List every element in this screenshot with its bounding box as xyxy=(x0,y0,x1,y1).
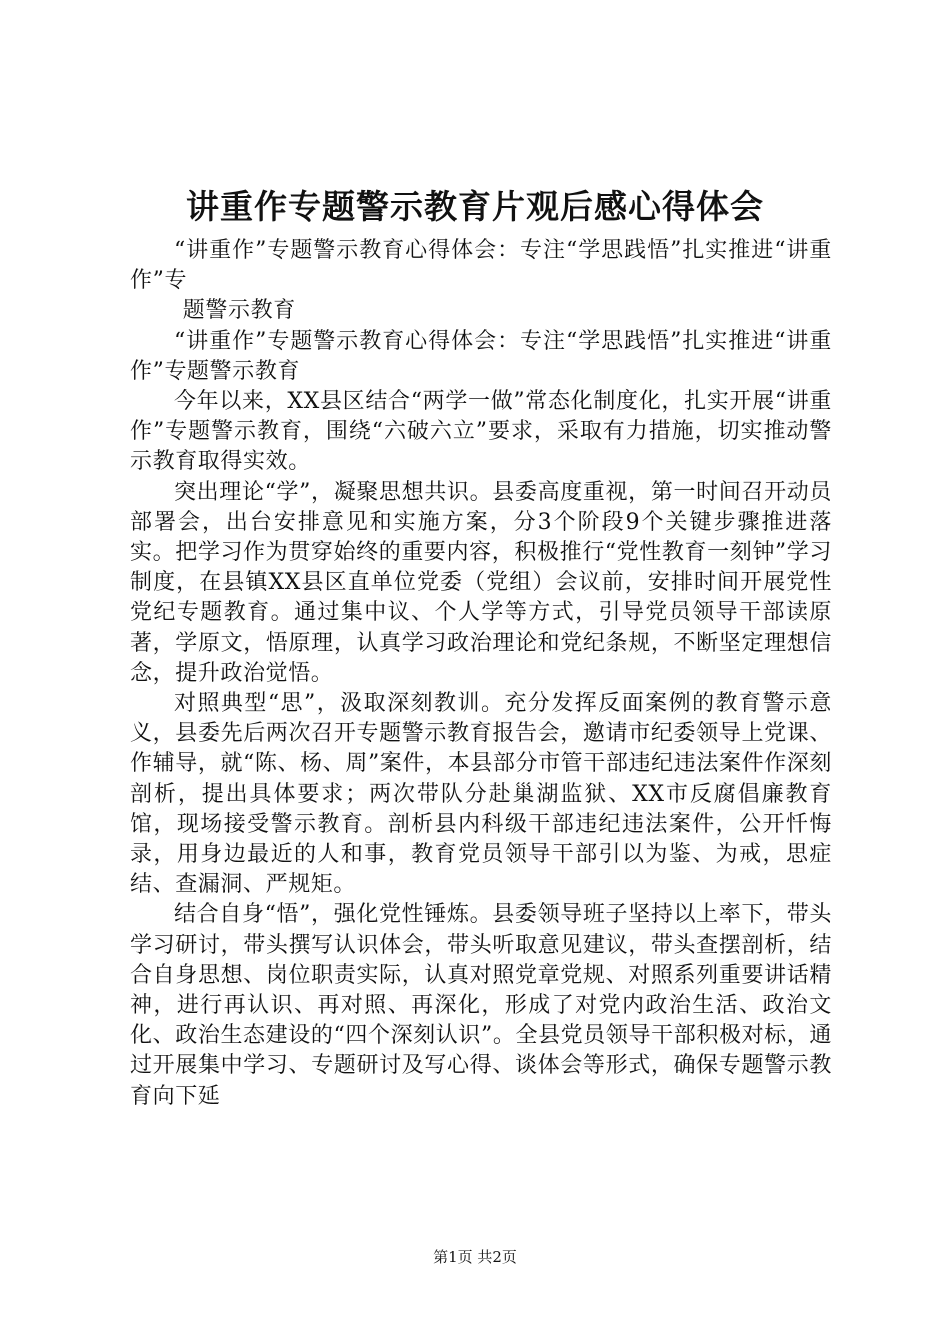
paragraph-reflect: 对照典型“思”，汲取深刻教训。充分发挥反面案例的教育警示意义，县委先后两次召开专题警示教育报告会，邀请市纪委领导上党课、作辅导，就“陈、杨、周”案件，本县部分市管干部违纪违法案件作深刻剖析，提出具体要求；两次带队分赴巢湖监狱、XX市反腐倡廉教育馆，现场接受警示教育。剖析县内科级干部违纪违法案件，公开忏悔录，用身边最近的人和事，教育党员领导干部引以为鉴、为戒，思症结、查漏洞、严规矩。 xyxy=(130,691,832,898)
page-number-footer: 第1页 共2页 xyxy=(433,1248,517,1266)
document-title: 讲重作专题警示教育片观后感心得体会 xyxy=(186,187,764,226)
paragraph-intro-heading-continued: 题警示教育 xyxy=(182,298,296,324)
paragraph-realize: 结合自身“悟”，强化党性锤炼。县委领导班子坚持以上率下，带头学习研讨，带头撰写认识体会，带头听取意见建议，带头查摆剖析，结合自身思想、岗位职责实际，认真对照党章党规、对照系列重要讲话精神，进行再认识、再对照、再深化，形成了对党内政治生活、政治文化、政治生态建设的“四个深刻认识”。全县党员领导干部积极对标，通过开展集中学习、专题研讨及写心得、谈体会等形式，确保专题警示教育向下延 xyxy=(130,902,832,1109)
paragraph-study: 突出理论“学”，凝聚思想共识。县委高度重视，第一时间召开动员部署会，出台安排意见和实施方案，分3个阶段9个关键步骤推进落实。把学习作为贯穿始终的重要内容，积极推行“党性教育一刻钟”学习制度，在县镇XX县区直单位党委（党组）会议前，安排时间开展党性党纪专题教育。通过集中议、个人学等方式，引导党员领导干部读原著，学原文，悟原理，认真学习政治理论和党纪条规，不断坚定理想信念，提升政治觉悟。 xyxy=(130,479,832,686)
document-body xyxy=(130,236,832,1112)
paragraph-overview: 今年以来，XX县区结合“两学一做”常态化制度化，扎实开展“讲重作”专题警示教育，围绕“六破六立”要求，采取有力措施，切实推动警示教育取得实效。 xyxy=(130,389,832,475)
paragraph-subtitle: “讲重作”专题警示教育心得体会：专注“学思践悟”扎实推进“讲重作”专题警示教育 xyxy=(130,328,832,384)
paragraph-intro-heading: “讲重作”专题警示教育心得体会：专注“学思践悟”扎实推进“讲重作”专 xyxy=(130,238,832,294)
